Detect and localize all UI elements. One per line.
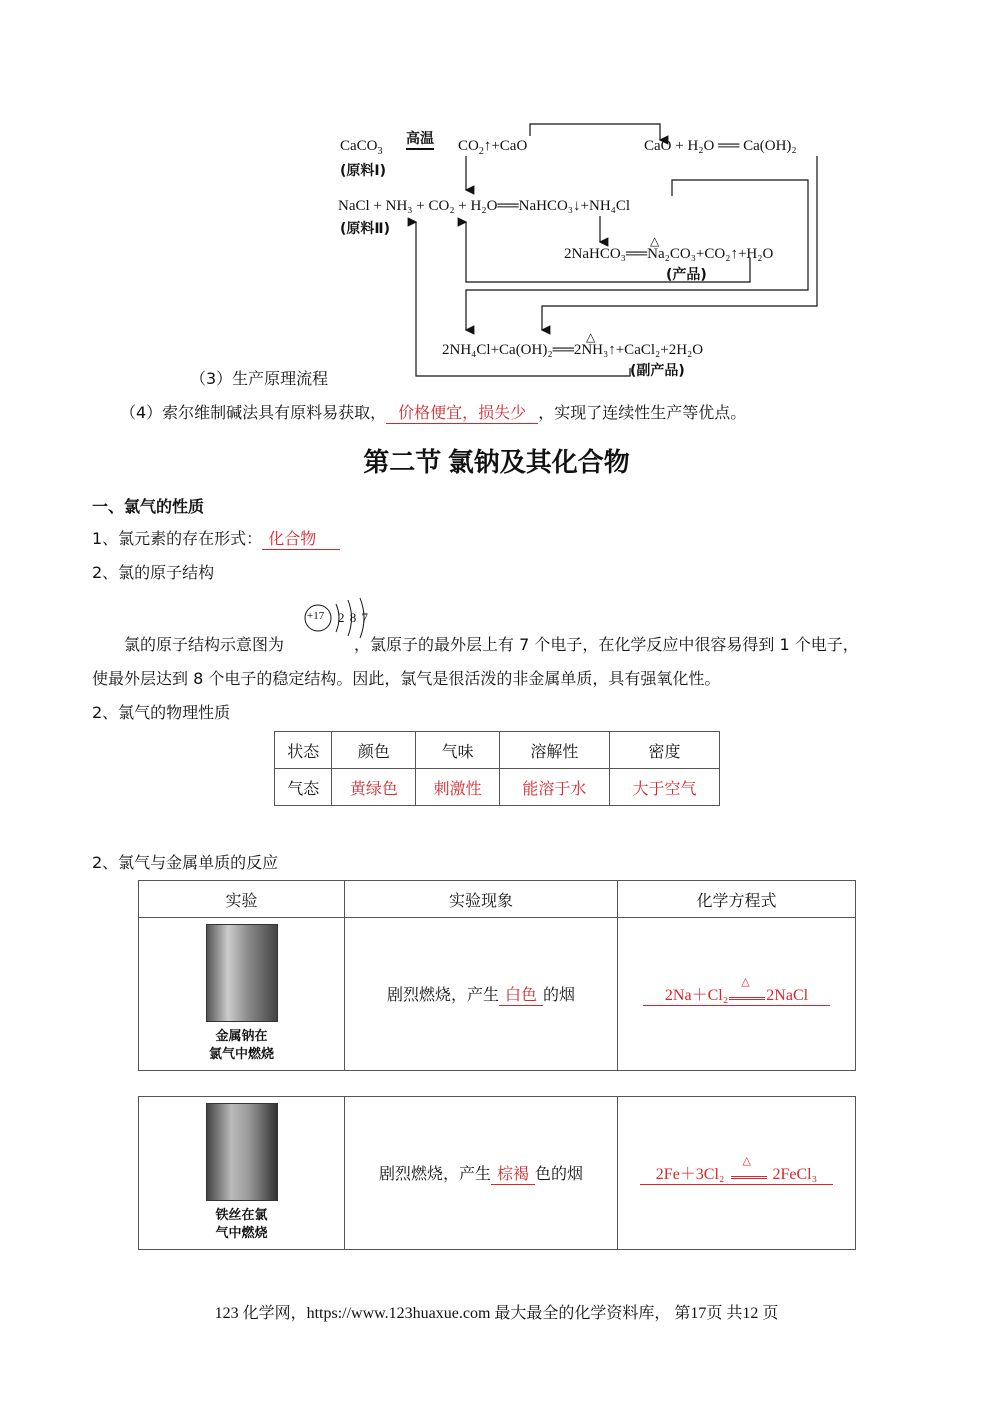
- value-solubility: 能溶于水: [499, 769, 609, 806]
- heat-symbol: △: [650, 234, 660, 248]
- atom-description-line2: 使最外层达到 8 个电子的稳定结构。因此，氯气是很活泼的非金属单质，具有强氧化性。: [92, 669, 721, 688]
- header-solubility: 溶解性: [499, 732, 609, 769]
- solvay-advantages: （4）索尔维制碱法具有原料易获取， 价格便宜，损失少 ，实现了连续性生产等优点。: [120, 400, 746, 424]
- table-header-row: [139, 881, 856, 918]
- iron-burning-photo: [206, 1103, 278, 1201]
- caco3-formula: CaCO$_3$: [340, 138, 383, 157]
- experiment-iron-cell: [139, 1097, 345, 1250]
- page-footer: 123 化学网，https://www.123huaxue.com 最大最全的化学资料库， 第17页 共12 页: [214, 1305, 779, 1322]
- header-equation: 化学方程式: [618, 881, 856, 918]
- answer-smoke-color: 白色: [499, 982, 543, 1006]
- phenomenon-sodium: 剧烈燃烧，产生 白色 的烟: [345, 918, 618, 1071]
- sodium-caption-line2: 氯气中燃烧: [208, 1047, 274, 1062]
- section-title: 第二节 氯钠及其化合物: [363, 448, 630, 477]
- item-physical-properties: 2、氯气的物理性质: [92, 703, 231, 722]
- raw-material-2: (原料Ⅱ): [340, 221, 391, 237]
- heat-symbol-2: △: [586, 330, 596, 344]
- iron-reaction-table: [138, 1096, 856, 1250]
- table-row: [275, 769, 720, 806]
- header-state: 状态: [275, 732, 332, 769]
- raw-material-1: (原料Ⅰ): [340, 163, 387, 179]
- atom-description-line1: 氯的原子结构示意图为 ，氯原子的最外层上有 7 个电子，在化学反应中很容易得到 1 个电子，: [124, 635, 859, 654]
- table-row: [139, 918, 856, 1071]
- value-color: 黄绿色: [332, 769, 416, 806]
- header-odor: 气味: [416, 732, 500, 769]
- phenomenon-iron: 剧烈燃烧，产生 棕褐 色的烟: [345, 1097, 618, 1250]
- header-experiment: 实验: [139, 881, 345, 918]
- header-phenomenon: 实验现象: [345, 881, 618, 918]
- heading-chlorine-properties: 一、氯气的性质: [92, 497, 205, 516]
- header-density: 密度: [609, 732, 719, 769]
- nucleus-charge: +17: [307, 610, 325, 622]
- product-label: (产品): [666, 267, 707, 283]
- value-state: 气态: [275, 769, 332, 806]
- bicarbonate-decomposition: 2NaHCO₃══Na₂CO₃+CO₂↑+H₂O: [564, 246, 774, 262]
- flow-caption: （3）生产原理流程: [190, 369, 329, 388]
- table-header-row: [275, 732, 720, 769]
- answer-smoke-color-iron: 棕褐: [491, 1161, 535, 1185]
- experiment-sodium-cell: [139, 918, 345, 1071]
- byproduct-label: (副产品): [630, 363, 685, 379]
- ammonia-recovery-equation: 2NH₄Cl+Ca(OH)₂══2NH₃↑+CaCl₂+2H₂O: [442, 342, 704, 358]
- high-temp-condition: 高温: [406, 128, 434, 150]
- item-atomic-structure: 2、氯的原子结构: [92, 563, 215, 582]
- production-flow-diagram: [330, 118, 850, 388]
- equation-iron: 2Fe＋3Cl₂ △ 2FeCl₃: [618, 1097, 856, 1250]
- value-odor: 刺激性: [416, 769, 500, 806]
- value-density: 大于空气: [609, 769, 719, 806]
- equation-sodium: 2Na＋Cl₂ △ 2NaCl: [618, 918, 856, 1071]
- header-color: 颜色: [332, 732, 416, 769]
- cao-water-equation: CaO + H₂O ══ Ca(OH)₂: [644, 138, 797, 154]
- answer-existence-form: 化合物: [262, 526, 340, 550]
- item-existence-form: 1、氯元素的存在形式： 化合物: [92, 526, 340, 550]
- electron-shells: 2 8 7: [338, 610, 369, 625]
- iron-caption-line1: 铁丝在氯: [215, 1208, 268, 1223]
- sodium-burning-photo: [206, 924, 278, 1022]
- table-row: [139, 1097, 856, 1250]
- sodium-caption-line1: 金属钠在: [215, 1029, 268, 1044]
- physical-properties-table: [274, 731, 720, 806]
- iron-caption-line2: 气中燃烧: [215, 1226, 268, 1241]
- nacl-ammonia-equation: NaCl + NH₃ + CO₂ + H₂O══NaHCO₃↓+NH₄Cl: [338, 198, 631, 214]
- answer-advantages: 价格便宜，损失少: [386, 400, 538, 424]
- item-metal-reactions: 2、氯气与金属单质的反应: [92, 853, 279, 872]
- co2-cao-products: $CO_2↑+CaO$: [458, 138, 528, 157]
- metal-reaction-table: [138, 880, 856, 1071]
